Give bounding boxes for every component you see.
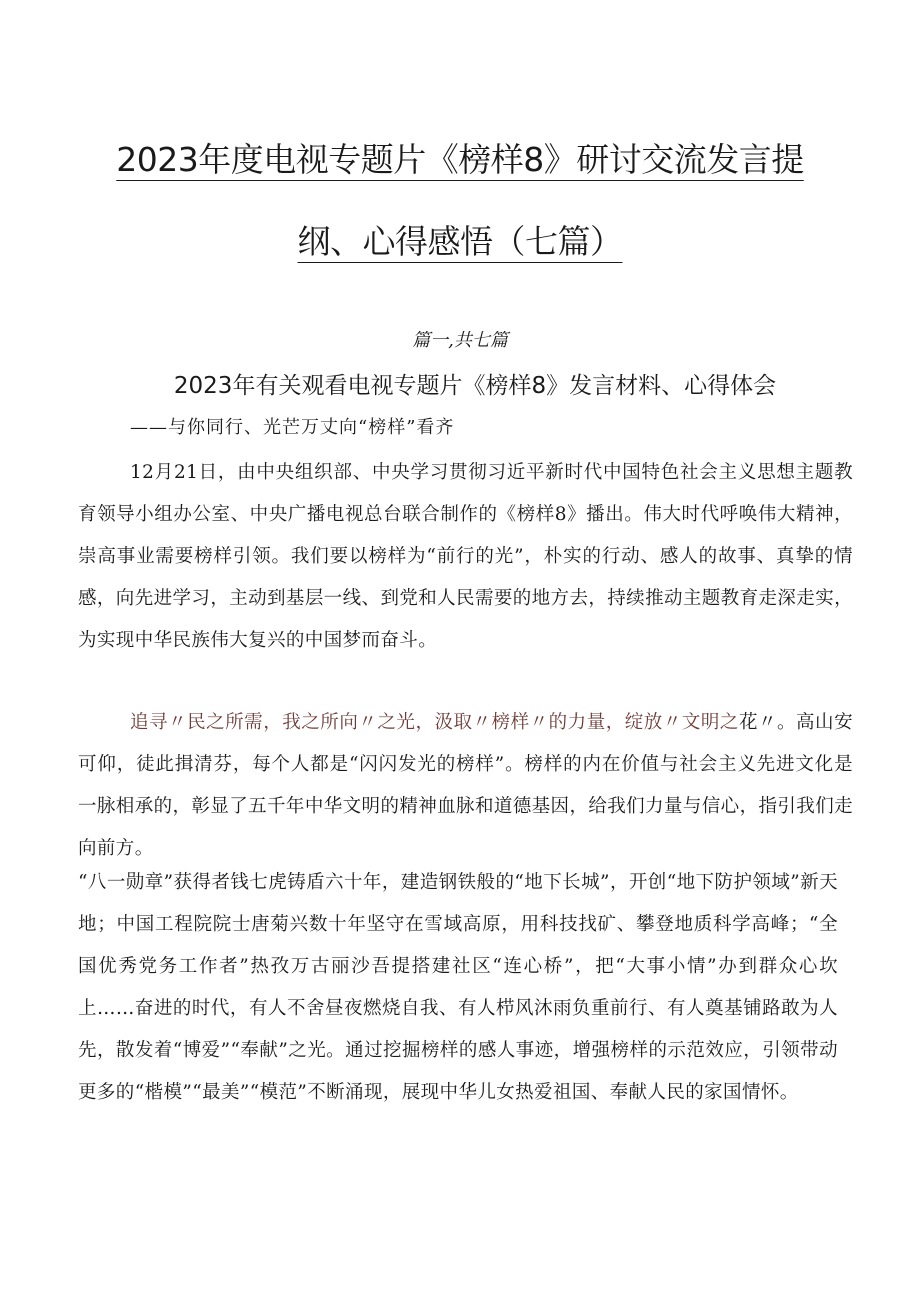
article-subtitle: ——与你同行、光芒万丈向“榜样”看齐 xyxy=(130,417,455,438)
document-title-line-1 xyxy=(0,140,920,180)
body-paragraph-1: 12月21日，由中央组织部、中央学习贯彻习近平新时代中国特色社会主义思想主题教育领导小组办公室、中央广播电视总台联合制作的《榜样8》播出。伟大时代呼唤伟大精神，崇高事业需要榜样引领。我们要以榜样为“前行的光”，朴实的行动、感人的故事、真挚的情感，向先进学习，主动到基层一线、到党和人民需要的地方去，持续推动主题教育走深走实，为实现中华民族伟大复兴的中国梦而奋斗。 xyxy=(78,462,853,651)
highlighted-phrase: 追寻〃民之所需，我之所向〃之光，汲取〃榜样〃的力量，绽放〃文明之 xyxy=(130,712,739,733)
document-title-line-2 xyxy=(0,222,920,262)
document-title-text-1: 2023年度电视专题片《榜样8》研讨交流发言提 xyxy=(116,140,804,179)
section-label: 篇一,共七篇 xyxy=(412,330,508,351)
body-paragraph-2-rest: 花〃。高山安可仰，徒此揖清芬，每个人都是“闪闪发光的榜样”。榜样的内在价值与社会主义先进文化是一脉相承的，彰显了五千年中华文明的精神血脉和道德基因，给我们力量与信心，指引我们走向前方。 xyxy=(78,712,853,859)
body-paragraph-3: “八一勋章”获得者钱七虎铸盾六十年，建造钢铁般的“地下长城”，开创“地下防护领域”新天地；中国工程院院士唐菊兴数十年坚守在雪域高原，用科技找矿、攀登地质科学高峰；“全国优秀党务工作者”热孜万古丽沙吾提搭建社区“连心桥”，把“大事小情”办到群众心坎上……奋进的时代，有人不舍昼夜燃烧自我、有人栉风沐雨负重前行、有人奠基铺路敢为人先，散发着“博爱”“奉献”之光。通过挖掘榜样的感人事迹，增强榜样的示范效应，引领带动更多的“楷模”“最美”“模范”不断涌现，展现中华儿女热爱祖国、奉献人民的家国情怀。 xyxy=(78,872,838,1103)
document-title-text-2: 纲、心得感悟（七篇） xyxy=(297,222,623,261)
body-paragraph-2 xyxy=(78,702,853,870)
article-heading: 2023年有关观看电视专题片《榜样8》发言材料、心得体会 xyxy=(173,373,777,399)
